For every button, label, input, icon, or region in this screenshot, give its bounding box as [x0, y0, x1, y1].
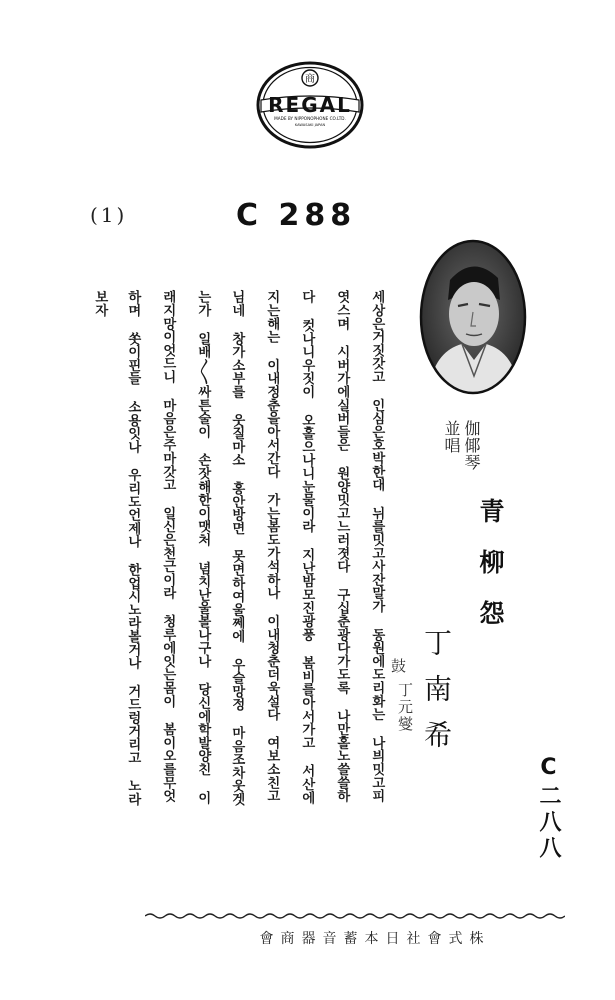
lyric-line-2: 엿스며 시버가에실버들은 원양밋고느러졋다 구십춘광다가도록 나만홀노쓸쓸하 [334, 290, 350, 803]
lyric-line-3: 다 컷나니우짓이 오홀으나니눈물이라 지난밤모진광풍 봄비를아서가고 서산에 [299, 290, 315, 804]
lyric-line-9: 보자 [92, 290, 108, 317]
catalog-number: C 288 [236, 198, 357, 233]
logo-subtext: MADE BY NIPPONOPHONE CO.LTD. [274, 116, 346, 121]
catalog-number-cjk: C二八八 [536, 755, 561, 862]
lyric-line-7: 래지망이엇드니 마음은주마갓고 일신은천근이라 청루에잇는몸이 봄이오를무엇 [160, 290, 176, 803]
lyric-line-5: 님네 창가소부를 웃질마소 홍안방면 못면하여울쩨에 우슬망정 마음조차웃겟 [229, 290, 245, 806]
side-number: (1) [90, 203, 128, 227]
lyric-line-4: 지는해는 이내정춘을아서간다 가는봄도가석하나 이내청춘더욱설다 여보소친고 [264, 290, 280, 803]
song-title: 青柳怨 [476, 498, 505, 651]
lyric-line-8: 하며 쏫이핀들 소용잇나 우리도언제나 한업시노라볼거나 거드렁거리고 노라 [125, 290, 141, 806]
instrument-line-1: 伽倻琴 [462, 420, 481, 471]
drummer-name: 丁元燮 [396, 682, 414, 733]
singer-name: 丁南希 [420, 628, 453, 766]
logo-subtext-2: KAWASAKI JAPAN [294, 123, 326, 127]
logo-brand-text: REGAL [268, 93, 352, 117]
singer-portrait [418, 238, 528, 396]
wavy-divider [145, 905, 565, 913]
lyric-line-6: 는가 일배〳〵싸튼술이 손잣해한이맷처 념치난울볼나구나 당신에학발양친 이 [195, 290, 211, 804]
company-name: 株式會社日本蓄音器商會 [259, 931, 491, 947]
drummer-role: 鼓 [389, 658, 407, 675]
logo-monogram: 商 [305, 74, 315, 85]
regal-logo [255, 60, 365, 150]
instrument-line-2: 並唱 [442, 420, 461, 454]
lyric-line-1: 세상은거짓갓고 인심은호박한대 뉘를밋고사잔말가 동원에도리화는 나븨밋고피 [369, 290, 385, 803]
